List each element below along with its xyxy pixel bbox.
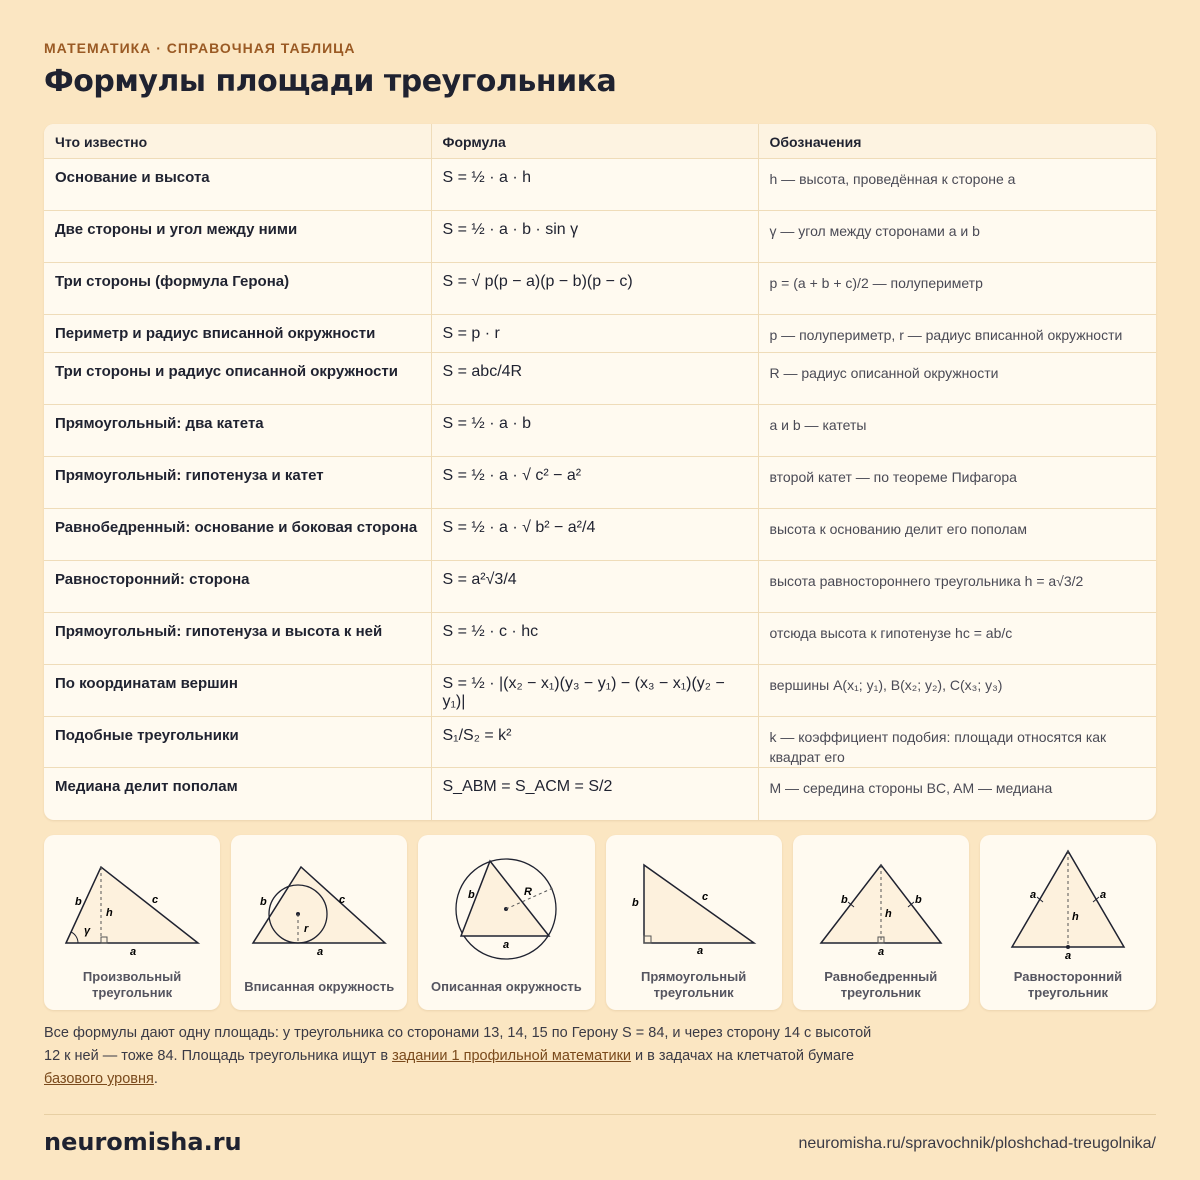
notation-cell: R — радиус описанной окружности [758,353,1156,405]
card-caption: Описанная окружность [431,979,582,994]
label-a-right: a [1099,889,1106,901]
card-caption: Произвольный треугольник [82,969,182,1000]
notation-cell: высота к основанию делит его пополам [758,509,1156,561]
card-isosceles-triangle [793,835,969,1010]
label-c: c [701,891,708,903]
notation-cell: p = (a + b + c)/2 — полупериметр [758,263,1156,315]
notation-cell: отсюда высота к гипотенузе hc = ab/c [758,613,1156,665]
label-h: h [106,907,113,919]
notation-cell: вершины A(x₁; y₁), B(x₂; y₂), C(x₃; y₃) [758,665,1156,717]
label-b-left: b [840,894,848,906]
table-row [44,613,1156,665]
notation-cell: k — коэффициент подобия: площади относятся как квадрат его [758,717,1156,768]
known-cell: Прямоугольный: гипотенуза и высота к ней [44,613,431,665]
column-header-known: Что известно [44,124,431,159]
notation-cell: второй катет — по теореме Пифагора [758,457,1156,509]
label-a: a [503,939,510,951]
footer-divider [44,1114,1156,1115]
label-b: b [75,896,82,908]
formula-cell: S_ABM = S_ACM = S/2 [431,768,758,820]
known-cell: Медиана делит пополам [55,778,238,795]
notation-cell: высота равностороннего треугольника h = a√3/2 [758,561,1156,613]
card-caption: Равносторонний треугольник [1013,969,1123,1000]
card-equilateral-triangle [980,835,1156,1010]
notation-cell: γ — угол между сторонами a и b [758,211,1156,263]
formula-cell: S = a²√3/4 [431,561,758,613]
table-row [44,768,1156,820]
known-cell: По координатам вершин [44,665,431,717]
label-gamma: γ [84,925,91,937]
notation-cell: a и b — катеты [758,405,1156,457]
label-a: a [877,946,884,958]
page-url[interactable]: neuromisha.ru/spravochnik/ploshchad-treugolnika/ [798,1135,1156,1152]
label-b: b [260,896,267,908]
card-circumscribed-circle [418,835,594,1010]
link-basic-level[interactable]: базового уровня [44,1071,154,1087]
table-row [44,665,1156,717]
formula-cell: S = ½ · a · h [431,159,758,211]
label-r: r [304,923,309,935]
formula-cell: S = ½ · a · √ c² − a² [431,457,758,509]
label-a: a [130,946,137,958]
card-right-triangle [606,835,782,1010]
card-inscribed-circle [231,835,407,1010]
known-cell: Три стороны и радиус описанной окружности [44,353,431,405]
formula-cell: S = p · r [431,315,758,353]
formula-cell: S = abc/4R [431,353,758,405]
inscribed-circle-diagram [231,843,406,968]
table-row [44,353,1156,405]
formula-table [44,124,1156,820]
known-cell: Периметр и радиус вписанной окружности [44,315,431,353]
table-row [44,561,1156,613]
isosceles-triangle-diagram [793,843,968,968]
diagram-cards [44,835,1156,1010]
label-b: b [468,889,476,901]
column-header-notation: Обозначения [758,124,1156,159]
label-h: h [884,908,892,920]
label-b-right: b [914,894,922,906]
card-caption: Равнобедренный треугольник [824,969,938,1000]
table-row [44,457,1156,509]
formula-cell: S = ½ · c · hc [431,613,758,665]
known-cell: Две стороны и угол между ними [44,211,431,263]
label-b: b [631,897,639,909]
table-row [44,405,1156,457]
footnote: Все формулы дают одну площадь: у треугольника со сторонами 13, 14, 15 по Герону S = 84, и через сторону 14 с высотой 12 к ней — тоже 84. Площадь треугольника ищут в задании 1 профильной математики и в задачах на клетчатой бумаге базового уровня. [44,1025,872,1087]
formula-cell: S = √ p(p − a)(p − b)(p − c) [431,263,758,315]
formula-cell: S = ½ · a · √ b² − a²/4 [431,509,758,561]
notation-cell: h — высота, проведённая к стороне a [758,159,1156,211]
card-caption: Вписанная окружность [244,979,395,994]
formula-cell: S = ½ · a · b [431,405,758,457]
label-c: c [152,894,159,906]
known-cell: Равнобедренный: основание и боковая сторона [44,509,431,561]
notation-cell: p — полупериметр, r — радиус вписанной окружности [758,315,1156,353]
table-header-row [44,124,1156,159]
link-profile-task-1[interactable]: задании 1 профильной математики [392,1048,632,1064]
label-c: c [339,894,346,906]
table-row [44,159,1156,211]
known-cell: Прямоугольный: гипотенуза и катет [44,457,431,509]
known-cell: Равносторонний: сторона [44,561,431,613]
table-row [44,315,1156,353]
right-triangle-diagram [606,843,781,968]
kicker: МАТЕМАТИКА · СПРАВОЧНАЯ ТАБЛИЦА [44,40,356,56]
card-arbitrary-triangle [44,835,220,1010]
table-row [44,509,1156,561]
known-cell: Основание и высота [44,159,431,211]
equilateral-triangle-diagram [980,843,1155,968]
label-a-base: a [1064,950,1071,962]
known-cell: Прямоугольный: два катета [44,405,431,457]
card-caption: Прямоугольный треугольник [641,969,747,1000]
table-row [44,211,1156,263]
arbitrary-triangle-diagram [44,843,219,968]
label-a: a [317,946,324,958]
column-header-formula: Формула [431,124,758,159]
known-cell: Подобные треугольники [44,717,431,768]
brand-logo[interactable]: neuromisha.ru [44,1128,242,1156]
label-R: R [524,886,533,898]
circumscribed-circle-diagram [418,843,593,968]
notation-cell: M — середина стороны BC, AM — медиана [758,768,1156,820]
label-h: h [1071,911,1079,923]
formula-cell: S₁/S₂ = k² [431,717,758,768]
page-title: Формулы площади треугольника [44,64,617,99]
formula-cell: S = ½ · a · b · sin γ [431,211,758,263]
table-row [44,717,1156,768]
formula-cell: S = ½ · |(x₂ − x₁)(y₃ − y₁) − (x₃ − x₁)(y₂ − y₁)| [431,665,758,717]
label-a: a [696,945,703,957]
known-cell: Три стороны (формула Герона) [44,263,431,315]
table-row [44,263,1156,315]
label-a-left: a [1029,889,1036,901]
